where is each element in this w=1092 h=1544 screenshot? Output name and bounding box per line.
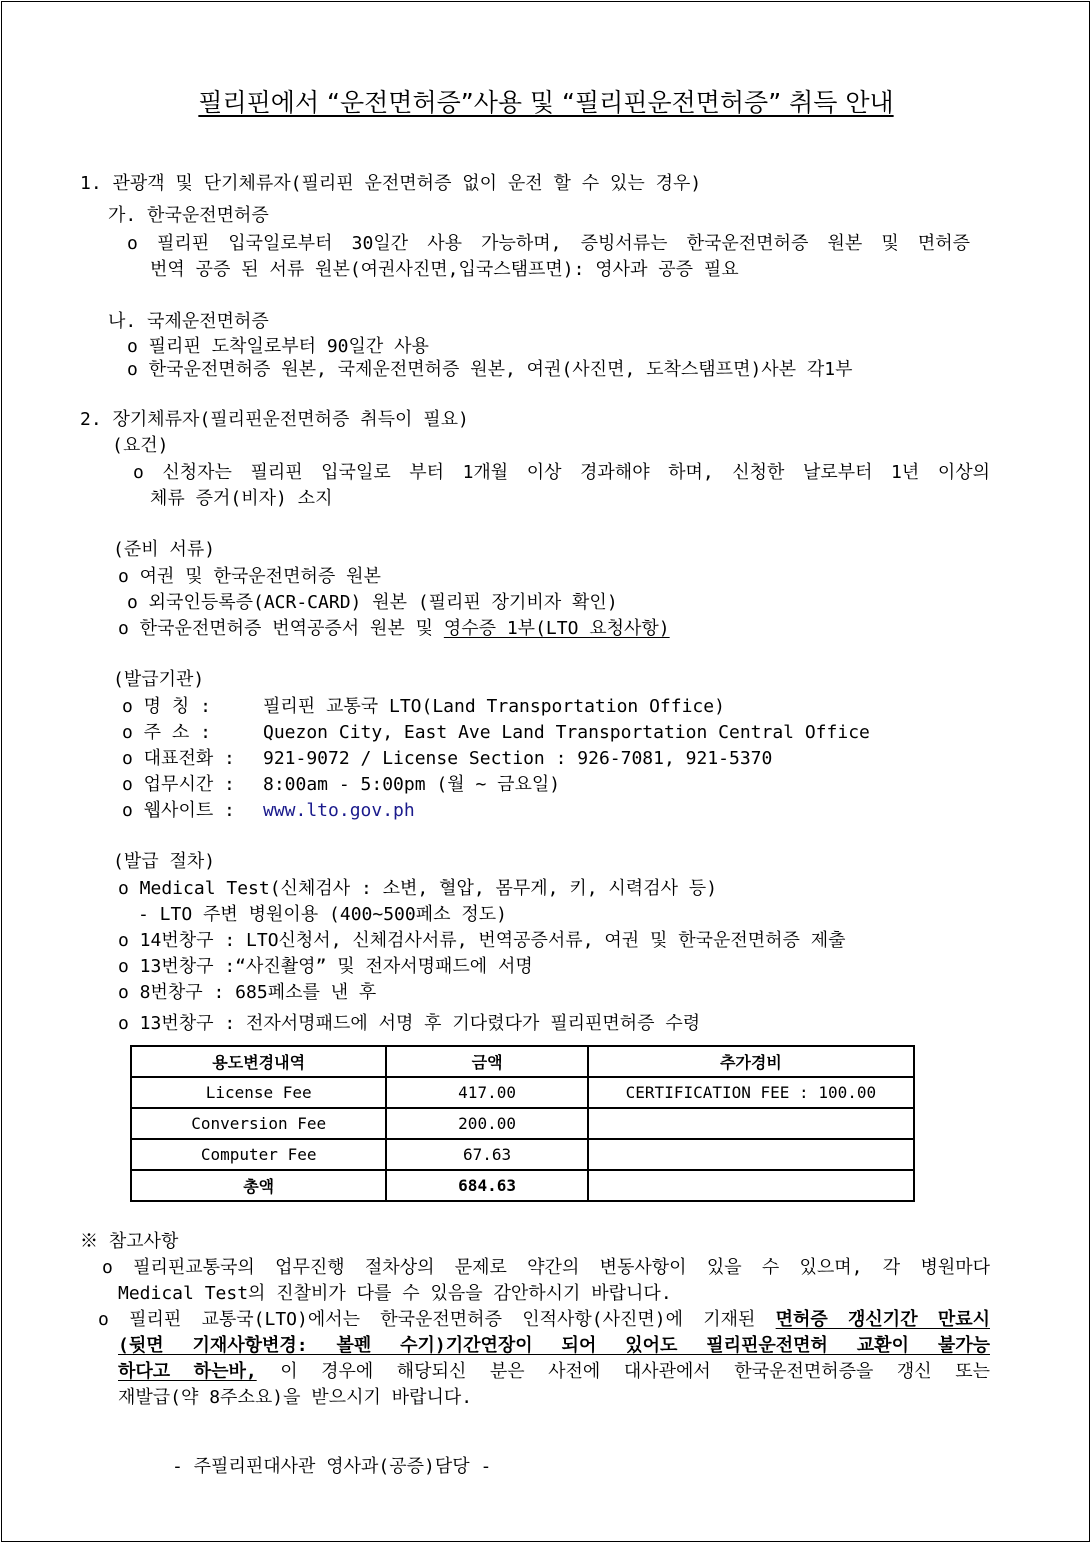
org-website-label: o 웹사이트 : [122,800,235,821]
fee-header-item: 용도변경내역 [131,1046,386,1077]
issuing-org-title: (발급기관) [113,669,205,690]
procedure-line5: o 8번창구 : 685페소를 낸 후 [118,982,377,1003]
procedure-line1: o Medical Test(신체검사 : 소변, 혈압, 몸무게, 키, 시력검사 등) [118,878,718,899]
notes-2-line3: 하다고 하는바, 이 경우에 해당되신 분은 사전에 대사관에서 한국운전면허증을 갱신 또는 [118,1361,990,1382]
section1-a-line2: 번역 공증 된 서류 원본(여권사진면,입국스탬프면): 영사과 공증 필요 [150,259,739,280]
fee-table-header [131,1046,914,1077]
org-phone-label: o 대표전화 : [122,748,235,769]
footer-signature: - 주필리핀대사관 영사과(공증)담당 - [172,1456,492,1477]
documents-line1: o 여권 및 한국운전면허증 원본 [118,566,381,587]
notes-1-line2: Medical Test의 진찰비가 다를 수 있음을 감안하시기 바랍니다. [118,1283,672,1304]
fee-total-label: 총액 [131,1170,386,1201]
documents-line2: o 외국인등록증(ACR-CARD) 원본 (필리핀 장기비자 확인) [127,592,618,613]
fee-header-extra: 추가경비 [588,1046,914,1077]
fee-extra [588,1108,914,1139]
org-address-label: o 주 소 : [122,722,211,743]
org-phone-value: 921-9072 / License Section : 926-7081, 921-5370 [263,748,773,769]
section2-heading: 2. 장기체류자(필리핀운전면허증 취득이 필요) [80,409,469,430]
fee-item: Computer Fee [131,1139,386,1170]
org-hours-label: o 업무시간 : [122,774,235,795]
section1-b-title: 나. 국제운전면허증 [108,311,269,332]
section1-a-title: 가. 한국운전면허증 [108,205,269,226]
fee-table [130,1045,915,1202]
fee-amount: 417.00 [386,1077,587,1108]
procedure-line3: o 14번창구 : LTO신청서, 신체검사서류, 번역공증서류, 여권 및 한국운전면허증 제출 [118,930,846,951]
fee-header-amount: 금액 [386,1046,587,1077]
fee-extra [588,1139,914,1170]
fee-total-extra [588,1170,914,1201]
fee-item: Conversion Fee [131,1108,386,1139]
renewal-expiry-note: 면허증 갱신기간 만료시 [775,1309,990,1330]
page-title: 필리핀에서 “운전면허증”사용 및 “필리핀운전면허증” 취득 안내 [198,88,894,117]
table-row [131,1139,914,1170]
procedure-title: (발급 절차) [113,851,216,872]
org-name-label: o 명 칭 : [122,696,211,717]
procedure-line2: - LTO 주변 병원이용 (400~500페소 정도) [138,904,507,925]
fee-total-value: 684.63 [386,1170,587,1201]
notes-2-line3-emphasis: 하다고 하는바, [118,1361,257,1382]
notes-1-line1: o 필리핀교통국의 업무진행 절차상의 문제로 약간의 변동사항이 있을 수 있으며, 각 병원마다 [102,1257,990,1278]
notes-2-line4: 재발급(약 8주소요)을 받으시기 바랍니다. [118,1387,473,1408]
documents-line3: o 한국운전면허증 번역공증서 원본 및 영수증 1부(LTO 요청사항) [118,618,670,639]
section1-a-line1: o 필리핀 입국일로부터 30일간 사용 가능하며, 증빙서류는 한국운전면허증 원본 및 면허증 [127,233,970,254]
notes-2-line1: o 필리핀 교통국(LTO)에서는 한국운전면허증 인적사항(사진면)에 기재된 면허증 갱신기간 만료시 [98,1309,990,1330]
org-hours-value: 8:00am - 5:00pm (월 ~ 금요일) [263,774,561,795]
org-website-link[interactable]: www.lto.gov.ph [263,800,415,821]
org-name-value: 필리핀 교통국 LTO(Land Transportation Office) [263,696,725,717]
fee-item: License Fee [131,1077,386,1108]
documents-title: (준비 서류) [113,539,216,560]
receipt-note: 영수증 1부(LTO 요청사항) [443,618,670,639]
fee-amount: 200.00 [386,1108,587,1139]
section1-heading: 1. 관광객 및 단기체류자(필리핀 운전면허증 없이 운전 할 수 있는 경우) [80,173,702,194]
fee-extra: CERTIFICATION FEE : 100.00 [588,1077,914,1108]
fee-total-row [131,1170,914,1201]
notes-2-line2: (뒷면 기재사항변경: 볼펜 수기)기간연장이 되어 있어도 필리핀운전면허 교환이 불가능 [118,1335,990,1356]
requirements-line2: 체류 증거(비자) 소지 [150,488,333,509]
requirements-line1: o 신청자는 필리핀 입국일로 부터 1개월 이상 경과해야 하며, 신청한 날로부터 1년 이상의 [133,462,990,483]
notes-heading: ※ 참고사항 [80,1231,179,1252]
org-address-value: Quezon City, East Ave Land Transportation Central Office [263,722,870,743]
section1-b-line2: o 한국운전면허증 원본, 국제운전면허증 원본, 여권(사진면, 도착스탬프면)사본 각1부 [127,359,853,380]
procedure-line6: o 13번창구 : 전자서명패드에 서명 후 기다렸다가 필리핀면허증 수령 [118,1013,701,1034]
section1-b-line1: o 필리핀 도착일로부터 90일간 사용 [127,336,429,357]
procedure-line4: o 13번창구 :“사진촬영” 및 전자서명패드에 서명 [118,956,533,977]
table-row [131,1108,914,1139]
requirements-title: (요건) [112,435,169,456]
table-row [131,1077,914,1108]
fee-amount: 67.63 [386,1139,587,1170]
